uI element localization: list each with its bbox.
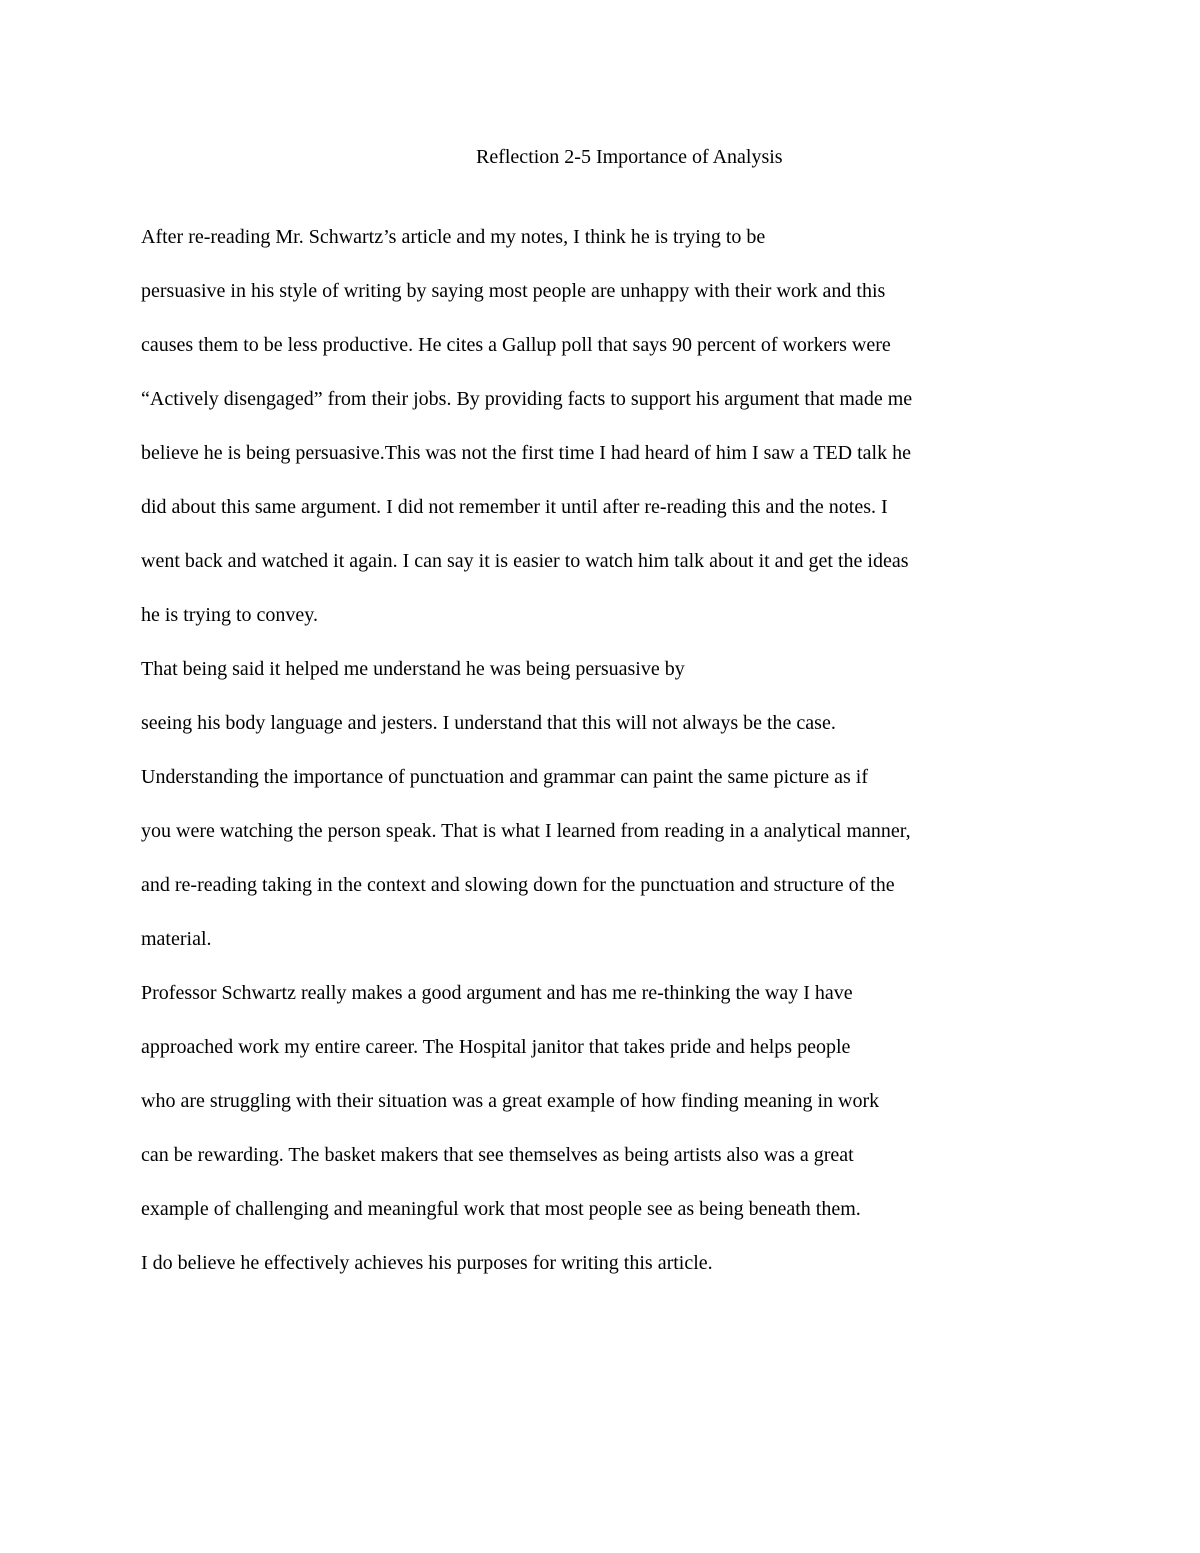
body-line: can be rewarding. The basket makers that see themselves as being artists also was a great bbox=[141, 1144, 854, 1166]
body-line: Professor Schwartz really makes a good argument and has me re-thinking the way I have bbox=[141, 982, 853, 1004]
document-title: Reflection 2-5 Importance of Analysis bbox=[476, 146, 783, 168]
body-line: he is trying to convey. bbox=[141, 604, 319, 626]
body-line: seeing his body language and jesters. I understand that this will not always be the case. bbox=[141, 712, 836, 734]
body-line: example of challenging and meaningful work that most people see as being beneath them. bbox=[141, 1198, 861, 1220]
body-line: causes them to be less productive. He cites a Gallup poll that says 90 percent of workers were bbox=[141, 334, 891, 356]
body-line: believe he is being persuasive.This was not the first time I had heard of him I saw a TED talk he bbox=[141, 442, 911, 464]
body-line: and re-reading taking in the context and slowing down for the punctuation and structure of the bbox=[141, 874, 895, 896]
body-line: did about this same argument. I did not remember it until after re-reading this and the notes. I bbox=[141, 496, 888, 518]
body-line: material. bbox=[141, 928, 212, 950]
body-line: went back and watched it again. I can say it is easier to watch him talk about it and get the ideas bbox=[141, 550, 909, 572]
body-line: approached work my entire career. The Hospital janitor that takes pride and helps people bbox=[141, 1036, 851, 1058]
body-line: I do believe he effectively achieves his purposes for writing this article. bbox=[141, 1252, 713, 1274]
body-line: you were watching the person speak. That is what I learned from reading in a analytical manner, bbox=[141, 820, 911, 842]
body-line: “Actively disengaged” from their jobs. By providing facts to support his argument that made me bbox=[141, 388, 913, 410]
body-line: That being said it helped me understand he was being persuasive by bbox=[141, 658, 685, 680]
body-line: After re-reading Mr. Schwartz’s article and my notes, I think he is trying to be bbox=[141, 226, 766, 248]
body-line: Understanding the importance of punctuation and grammar can paint the same picture as if bbox=[141, 766, 868, 788]
body-line: persuasive in his style of writing by saying most people are unhappy with their work and this bbox=[141, 280, 886, 302]
body-line: who are struggling with their situation was a great example of how finding meaning in work bbox=[141, 1090, 880, 1112]
document-body bbox=[141, 223, 1081, 1303]
